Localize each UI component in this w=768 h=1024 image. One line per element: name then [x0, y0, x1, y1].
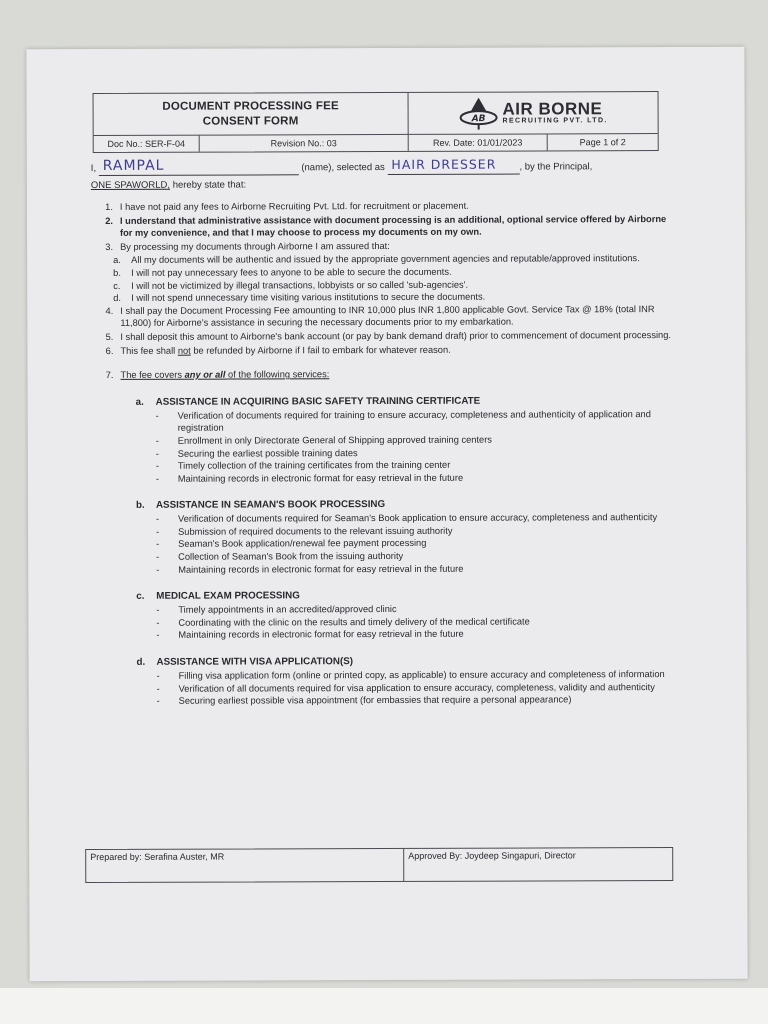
- section-title: ASSISTANCE IN ACQUIRING BASIC SAFETY TRAINING CERTIFICATE: [155, 395, 481, 408]
- list-item: - Coordinating with the clinic on the results and timely delivery of the medical certificate: [156, 616, 530, 628]
- revision-number: Revision No.: 03: [200, 135, 409, 152]
- list-item: - Verification of documents required for training to ensure accuracy, completeness and authenticity of application and registration: [155, 408, 651, 434]
- list-item: - Timely appointments in an accredited/approved clinic: [156, 604, 397, 616]
- item-number: 2.: [105, 215, 113, 226]
- prepared-by: Prepared by: Serafina Auster, MR: [86, 849, 404, 882]
- item-text: I shall deposit this amount to Airborne's bank account (or pay by bank demand draft) prior to commencement of document processing.: [120, 329, 671, 342]
- list-item: - Submission of required documents to the relevant issuing authority: [156, 525, 453, 537]
- revision-date: Rev. Date: 01/01/2023: [409, 134, 548, 150]
- subitem-text: I will not pay unnecessary fees to anyone to be able to secure the documents.: [131, 266, 452, 278]
- logo-mark-text: AB: [471, 113, 486, 124]
- item-number: 7.: [105, 370, 114, 381]
- item-text: This fee shall not be refunded by Airborne if I fail to embark for whatever reason.: [120, 344, 451, 356]
- service-section-visa: [136, 654, 682, 708]
- service-section-basic-safety: [136, 394, 682, 485]
- list-item: [91, 303, 681, 330]
- section-title: ASSISTANCE WITH VISA APPLICATION(S): [156, 656, 354, 668]
- item-text: The fee covers any or all of the following services:: [120, 369, 330, 381]
- list-item: [91, 367, 681, 382]
- company-subtitle: RECRUITING PVT. LTD.: [502, 117, 608, 125]
- subitem-text: All my documents will be authentic and issued by the appropriate government agencies and reputable/approved institutions.: [131, 253, 640, 266]
- name-label: (name), selected as: [301, 162, 385, 174]
- sub-list-item: [113, 252, 681, 267]
- service-section-medical-exam: [136, 588, 682, 642]
- subitem-text: I will not be victimized by illegal transactions, lobbyists or so called 'sub-agencies'.: [131, 279, 469, 291]
- section-title: MEDICAL EXAM PROCESSING: [156, 590, 300, 603]
- section-letter: a.: [135, 396, 144, 408]
- item-number: 4.: [105, 305, 114, 316]
- list-item: - Verification of all documents required for visa application to ensure accuracy, completeness, validity and authenticity: [156, 681, 655, 694]
- list-item: - Maintaining records in electronic format for easy retrieval in the future: [155, 472, 464, 484]
- form-title: [94, 93, 409, 136]
- document-meta-row: [94, 134, 658, 152]
- list-item: [91, 239, 681, 254]
- name-field[interactable]: [99, 158, 299, 176]
- form-header-table: [93, 91, 659, 153]
- service-section-seamans-book: [136, 497, 682, 576]
- list-item: [91, 199, 681, 214]
- list-item: [91, 329, 681, 344]
- consent-form-page: [26, 47, 747, 982]
- form-title-line2: CONSENT FORM: [202, 114, 299, 128]
- intro-prefix: I,: [90, 163, 97, 175]
- list-item: - Securing earliest possible visa appointment (for embassies that require a personal appearance): [156, 694, 572, 707]
- position-value: HAIR DRESSER: [391, 156, 497, 172]
- item-number: 5.: [105, 331, 114, 342]
- subitem-letter: d.: [113, 293, 122, 304]
- intro-tail: hereby state that:: [172, 179, 247, 191]
- item-text: I have not paid any fees to Airborne Recruiting Pvt. Ltd. for recruitment or placement.: [119, 200, 469, 212]
- item-text: I understand that administrative assistance with document processing is an additional, optional service offered by Airborne for my convenience, and that I may choose to process my documents on my own.: [119, 213, 667, 239]
- declaration-list: [91, 199, 683, 708]
- subitem-letter: c.: [113, 280, 121, 291]
- list-item: [91, 343, 681, 358]
- list-item: - Filling visa application form (online or printed copy, as applicable) to ensure accuracy and completeness of information: [156, 669, 665, 681]
- item-text: By processing my documents through Airborne I am assured that:: [120, 240, 390, 252]
- section-title: ASSISTANCE IN SEAMAN'S BOOK PROCESSING: [155, 499, 386, 512]
- item-number: 3.: [105, 241, 114, 252]
- company-logo: [409, 92, 658, 135]
- section-letter: d.: [136, 656, 146, 668]
- list-item: - Seaman's Book application/renewal fee payment processing: [156, 538, 427, 550]
- list-item: - Maintaining records in electronic format for easy retrieval in the future: [156, 629, 464, 641]
- list-item: - Timely collection of the training certificates from the training center: [155, 459, 451, 471]
- section-letter: c.: [136, 591, 145, 603]
- principal-name: ONE SPAWORLD,: [90, 179, 171, 192]
- page-number: Page 1 of 2: [579, 137, 626, 148]
- item-number: 6.: [105, 345, 114, 356]
- subitem-letter: a.: [113, 255, 121, 266]
- list-item: - Enrollment in only Directorate General of Shipping approved training centers: [155, 434, 492, 446]
- list-item: - Securing the earliest possible training dates: [155, 447, 358, 459]
- list-item: - Maintaining records in electronic format for easy retrieval in the future: [156, 563, 464, 575]
- position-field[interactable]: [387, 158, 519, 175]
- name-value: RAMPAL: [102, 157, 165, 174]
- company-name: AIR BORNE: [502, 99, 603, 119]
- floor-background: [0, 988, 768, 1024]
- form-footer-table: [85, 847, 673, 883]
- list-item: - Collection of Seaman's Book from the issuing authority: [156, 551, 404, 562]
- declaration-intro: [91, 157, 671, 193]
- item-number: 1.: [105, 201, 113, 212]
- subitem-text: I will not spend unnecessary time visiting various institutions to secure the documents.: [131, 291, 486, 304]
- intro-suffix: , by the Principal,: [519, 161, 593, 173]
- airborne-logo-icon: [458, 96, 498, 130]
- form-title-line1: DOCUMENT PROCESSING FEE: [162, 99, 339, 113]
- section-letter: b.: [135, 500, 145, 512]
- list-item: [91, 213, 681, 240]
- list-item: - Verification of documents required for Seaman's Book application to ensure accuracy, completeness and authenticity: [155, 512, 658, 525]
- item-text: I shall pay the Document Processing Fee amounting to INR 10,000 plus INR 1,800 applicable Govt. Service Tax @ 18% (total INR 11,800) for Airborne's assistance in securing the necessary documents prior to my embarkation.: [120, 303, 655, 329]
- subitem-letter: b.: [113, 267, 121, 278]
- doc-number: Doc No.: SER-F-04: [94, 136, 200, 152]
- approved-by: Approved By: Joydeep Singapuri, Director: [408, 850, 576, 861]
